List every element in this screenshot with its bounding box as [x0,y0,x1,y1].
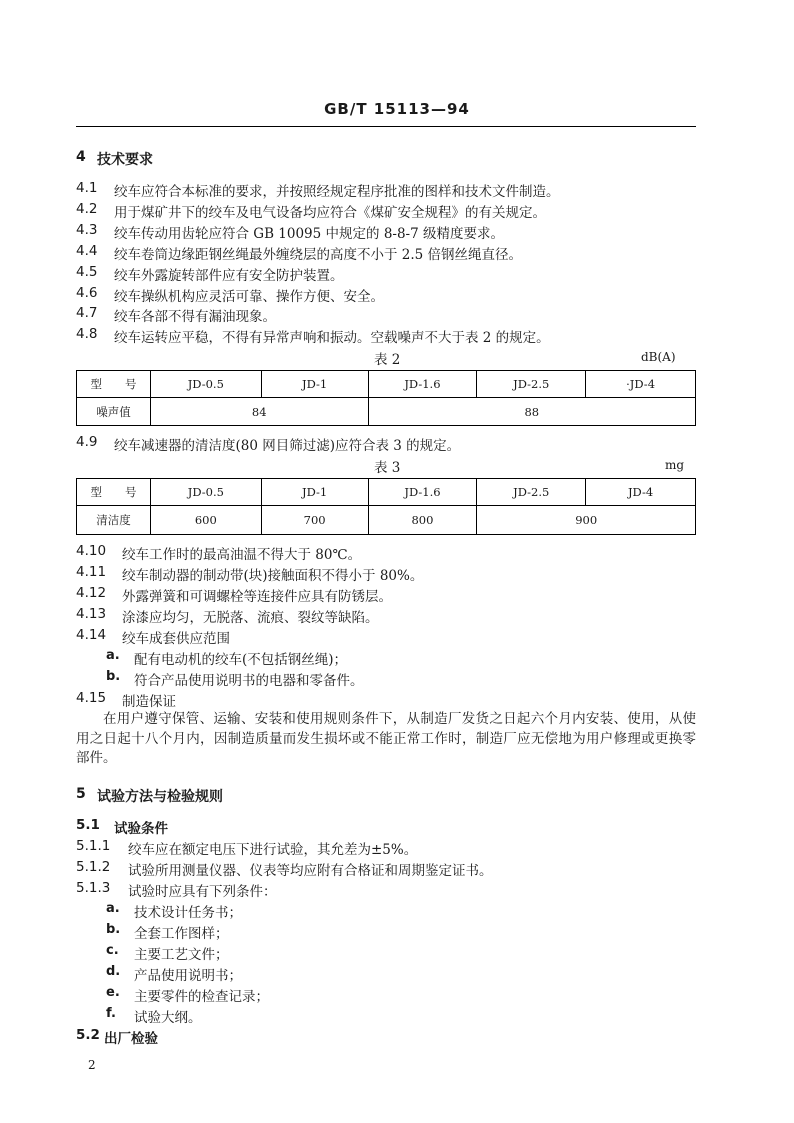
item-text: 绞车卷筒边缘距钢丝绳最外缠绕层的高度不小于 2.5 倍钢丝绳直径。 [114,247,523,263]
item-text: 绞车应在额定电压下进行试验，其允差为±5%。 [128,842,418,858]
page-number: 2 [88,1058,96,1072]
table2-unit: dB(A) [641,350,676,364]
table3-model: JD-4 [586,479,696,506]
item-number: 4.13 [76,606,107,622]
list-letter: a. [106,901,120,916]
table3-model: JD-1.6 [368,479,477,506]
item-number: 5.1.2 [76,859,111,875]
subsection-number: 5.2 [76,1027,100,1043]
document-header: GB/T 15113—94 [324,100,470,118]
list-item: 配有电动机的绞车(不包括钢丝绳)； [134,652,348,668]
table3-model: JD-0.5 [150,479,261,506]
section5-heading: 试验方法与检验规则 [97,789,223,805]
table3-model: JD-2.5 [477,479,586,506]
item-number: 4.11 [76,564,107,580]
table2-value: 88 [368,398,695,426]
item-number: 4.2 [76,201,98,217]
subsection-heading: 出厂检验 [104,1031,158,1047]
list-letter: b. [106,922,121,937]
item-number: 4.8 [76,326,98,342]
section5-number: 5 [76,786,86,802]
item-text: 绞车各部不得有漏油现象。 [114,309,276,325]
item-number: 4.15 [76,690,107,706]
item-text: 绞车外露旋转部件应有安全防护装置。 [114,268,344,284]
item-number: 4.7 [76,305,98,321]
list-item: 主要工艺文件； [134,947,229,963]
list-item: 产品使用说明书； [134,968,242,984]
table3-unit: mg [665,458,685,472]
item-text: 绞车工作时的最高油温不得大于 80℃。 [122,547,362,563]
item-number: 5.1.1 [76,838,111,854]
subsection-number: 5.1 [76,817,100,833]
item-text: 试验所用测量仪器、仪表等均应附有合格证和周期鉴定证书。 [128,863,493,879]
list-letter: e. [106,985,120,1000]
table3-model: JD-1 [261,479,368,506]
table3-header-label: 型 号 [77,479,151,506]
table3-value: 800 [368,506,477,535]
item-text: 绞车制动器的制动带(块)接触面积不得小于 80%。 [122,568,424,584]
item-number: 4.5 [76,264,98,280]
table3-caption: 表 3 [374,460,401,476]
list-letter: b. [106,669,121,684]
table2-model: ·JD-4 [586,371,696,398]
table2-row-label: 噪声值 [77,398,151,426]
table2-model: JD-0.5 [150,371,261,398]
list-letter: a. [106,648,120,663]
table2-header-label: 型 号 [77,371,151,398]
list-letter: c. [106,943,119,958]
item-number: 4.1 [76,180,98,196]
item-number: 4.3 [76,222,98,238]
item-text: 外露弹簧和可调螺栓等连接件应具有防锈层。 [122,589,392,605]
item-number: 4.10 [76,543,107,559]
item-text: 绞车应符合本标准的要求，并按照经规定程序批准的图样和技术文件制造。 [114,184,560,200]
item-text: 试验时应具有下列条件： [128,884,277,900]
item-text: 绞车传动用齿轮应符合 GB 10095 中规定的 8-8-7 级精度要求。 [114,226,504,242]
item-text: 绞车减速器的清洁度(80 网目筛过滤)应符合表 3 的规定。 [114,438,461,454]
table2-model: JD-1.6 [368,371,477,398]
item-text: 绞车成套供应范围 [122,631,230,647]
list-item: 试验大纲。 [134,1010,202,1026]
header-rule [76,126,696,127]
section4-heading: 技术要求 [97,152,153,168]
section4-number: 4 [76,149,86,165]
subsection-heading: 试验条件 [114,821,168,837]
table3-value: 600 [150,506,261,535]
list-letter: d. [106,964,121,979]
list-letter: f. [106,1006,116,1021]
table2 [76,370,696,426]
item-text: 绞车操纵机构应灵活可靠、操作方便、安全。 [114,289,384,305]
table2-model: JD-2.5 [477,371,586,398]
table3-value: 700 [261,506,368,535]
list-item: 主要零件的检查记录； [134,989,269,1005]
item-text: 绞车运转应平稳，不得有异常声响和振动。空载噪声不大于表 2 的规定。 [114,330,550,346]
table3-row-label: 清洁度 [77,506,151,535]
item-number: 4.14 [76,627,107,643]
table3-value: 900 [477,506,696,535]
item-number: 5.1.3 [76,880,111,896]
table2-value: 84 [150,398,368,426]
list-item: 技术设计任务书； [134,905,242,921]
list-item: 全套工作图样； [134,926,229,942]
item-number: 4.12 [76,585,107,601]
item-number: 4.4 [76,243,98,259]
item-text: 涂漆应均匀，无脱落、流痕、裂纹等缺陷。 [122,610,379,626]
item-text: 制造保证 [122,694,176,710]
item-text: 用于煤矿井下的绞车及电气设备均应符合《煤矿安全规程》的有关规定。 [114,205,546,221]
table2-caption: 表 2 [374,352,401,368]
guarantee-paragraph: 在用户遵守保管、运输、安装和使用规则条件下，从制造厂发货之日起六个月内安装、使用，从使用之日起十八个月内，因制造质量而发生损坏或不能正常工作时，制造厂应无偿地为用户修理或更换零部件。 [76,711,696,766]
table3 [76,478,696,535]
item-number: 4.9 [76,434,98,450]
item-number: 4.6 [76,285,98,301]
list-item: 符合产品使用说明书的电器和零备件。 [134,673,364,689]
table2-model: JD-1 [261,371,368,398]
